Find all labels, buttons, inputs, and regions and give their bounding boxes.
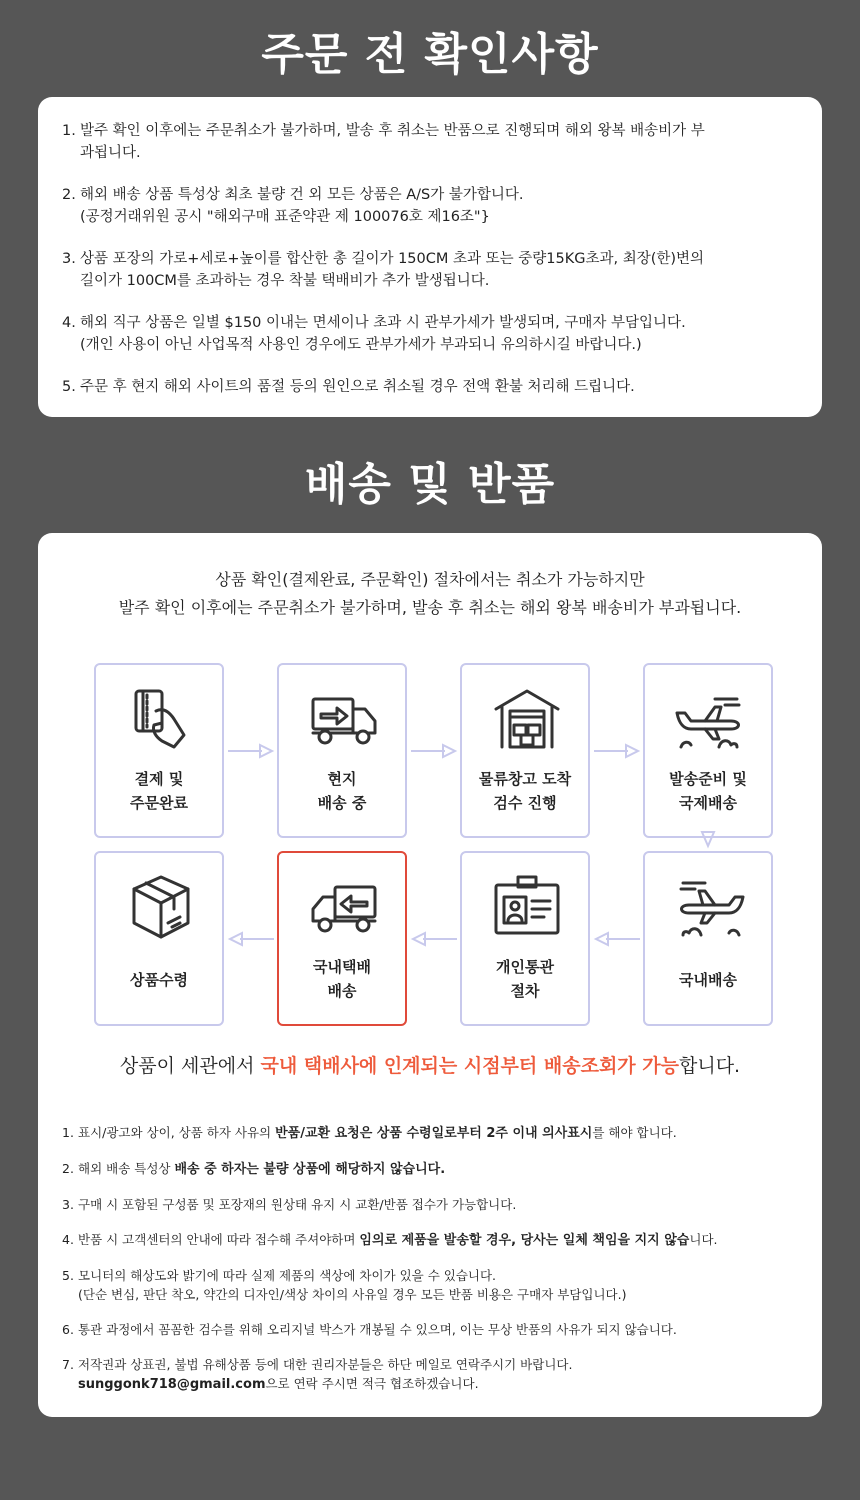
step-domestic — [643, 851, 773, 1026]
step-label: 국내배송 — [679, 971, 737, 989]
policy-number: 2. — [62, 1161, 74, 1176]
policy-text: 구매 시 포함된 구성품 및 포장재의 원상태 유지 시 교환/반품 접수가 가능합니다. — [78, 1197, 517, 1212]
flow-arrow-right — [226, 743, 276, 759]
flow-arrow-right — [592, 743, 642, 759]
step-label: 상품수령 — [130, 971, 188, 989]
flow-arrow-down — [700, 828, 716, 850]
policy-number: 1. — [62, 1125, 74, 1140]
intro-line: 상품 확인(결제완료, 주문확인) 절차에서는 취소가 가능하지만 — [215, 570, 645, 589]
notice-number: 2. — [62, 187, 76, 203]
notice-text: 해외 배송 상품 특성상 최초 불량 건 외 모든 상품은 A/S가 불가합니다. (공정거래위원 공시 "해외구매 표준약관 제 100076호 제16조"} — [80, 187, 524, 225]
flow-arrow-left — [409, 931, 459, 947]
box-icon — [126, 873, 196, 943]
notice-number: 3. — [62, 251, 76, 267]
notice-item — [62, 312, 802, 356]
flow-arrow-right — [409, 743, 459, 759]
notice-card — [38, 97, 822, 417]
step-receive — [94, 851, 224, 1026]
notice-number: 4. — [62, 315, 76, 331]
step-label: 현지 배송 중 — [317, 770, 367, 812]
policy-text: 모니터의 해상도와 밝기에 따라 실제 제품의 색상에 차이가 있을 수 있습니다. (단순 변심, 판단 착오, 약간의 디자인/색상 차이의 사유일 경우 모든 반품 비용은 구매자 부담입니다.) — [78, 1268, 627, 1302]
step-customs — [460, 851, 590, 1026]
policy-text: 표시/광고와 상이, 상품 하자 사유의 반품/교환 요청은 상품 수령일로부터 2주 이내 의사표시를 해야 합니다. — [78, 1125, 677, 1141]
section-title-shipping-returns: 배송 및 반품 — [304, 459, 556, 510]
notice-item — [62, 184, 802, 228]
notice-list — [62, 120, 802, 418]
airplane-icon — [675, 685, 745, 755]
shipping-card — [38, 533, 822, 1417]
notice-text: 상품 포장의 가로+세로+높이를 합산한 총 길이가 150CM 초과 또는 중량15KG초과, 최장(한)변의 길이가 100CM를 초과하는 경우 착불 택배비가 추가 발생됩니다. — [80, 251, 705, 289]
notice-item — [62, 120, 802, 164]
policy-number: 3. — [62, 1197, 74, 1212]
notice-text: 해외 직구 상품은 일별 $150 이내는 면세이나 초과 시 관부가세가 발생되며, 구매자 부담입니다. (개인 사용이 아닌 사업목적 사용인 경우에도 관부가세가 부과되니 유의하시길 바랍니다.) — [80, 315, 686, 353]
policy-item — [62, 1355, 806, 1394]
notice-number: 5. — [62, 379, 76, 395]
id-card-icon — [492, 873, 562, 943]
policy-item — [62, 1159, 806, 1179]
cancel-intro — [38, 566, 822, 622]
step-label: 물류창고 도착 검수 진행 — [478, 770, 572, 812]
policy-text: 반품 시 고객센터의 안내에 따라 접수해 주셔야하며 임의로 제품을 발송할 경우, 당사는 일체 책임을 지지 않습니다. — [78, 1232, 718, 1248]
policy-number: 7. — [62, 1357, 74, 1372]
policy-item — [62, 1195, 806, 1214]
card-hand-icon — [126, 685, 196, 755]
notice-item — [62, 376, 802, 398]
policy-number: 4. — [62, 1232, 74, 1247]
airplane-landing-icon — [675, 873, 745, 943]
return-policy-list — [62, 1123, 806, 1410]
policy-number: 6. — [62, 1322, 74, 1337]
notice-text: 주문 후 현지 해외 사이트의 품절 등의 원인으로 취소될 경우 전액 환불 처리해 드립니다. — [80, 379, 635, 395]
policy-text: 저작권과 상표권, 불법 유해상품 등에 대한 권리자분들은 하단 메일로 연락주시기 바랍니다. sunggonk718@gmail.com으로 연락 주시면 적극 협조하겠습니다. — [78, 1357, 573, 1392]
delivery-truck-icon — [309, 685, 379, 755]
step-warehouse — [460, 663, 590, 838]
intro-line: 발주 확인 이후에는 주문취소가 불가하며, 발송 후 취소는 해외 왕복 배송비가 부과됩니다. — [118, 598, 742, 617]
policy-text: 해외 배송 특성상 배송 중 하자는 불량 상품에 해당하지 않습니다. — [78, 1161, 446, 1177]
warehouse-icon — [492, 685, 562, 755]
step-label: 개인통관 절차 — [496, 958, 554, 1000]
tracking-notice: 상품이 세관에서 국내 택배사에 인계되는 시점부터 배송조회가 가능합니다. — [119, 1055, 741, 1077]
notice-number: 1. — [62, 123, 76, 139]
policy-item — [62, 1320, 806, 1339]
step-domestic-courier — [277, 851, 407, 1026]
policy-item — [62, 1230, 806, 1250]
notice-text: 발주 확인 이후에는 주문취소가 불가하며, 발송 후 취소는 반품으로 진행되며 해외 왕복 배송비가 부 과됩니다. — [80, 123, 705, 161]
policy-item — [62, 1266, 806, 1304]
policy-text: 통관 과정에서 꼼꼼한 검수를 위해 오리지널 박스가 개봉될 수 있으며, 이는 무상 반품의 사유가 되지 않습니다. — [78, 1322, 677, 1337]
shipping-flow-diagram — [38, 658, 822, 1028]
tracking-highlight: 국내 택배사에 인계되는 시점부터 배송조회가 가능 — [260, 1055, 679, 1077]
step-label: 결제 및 주문완료 — [130, 770, 188, 812]
step-label: 국내택배 배송 — [313, 958, 371, 1000]
step-international — [643, 663, 773, 838]
notice-item — [62, 248, 802, 292]
step-local-delivery — [277, 663, 407, 838]
flow-arrow-left — [592, 931, 642, 947]
policy-item — [62, 1123, 806, 1143]
step-payment — [94, 663, 224, 838]
policy-number: 5. — [62, 1268, 74, 1283]
section-title-before-order: 주문 전 확인사항 — [261, 29, 599, 80]
step-label: 발송준비 및 국제배송 — [669, 770, 747, 812]
flow-arrow-left — [226, 931, 276, 947]
return-truck-icon — [309, 873, 379, 943]
